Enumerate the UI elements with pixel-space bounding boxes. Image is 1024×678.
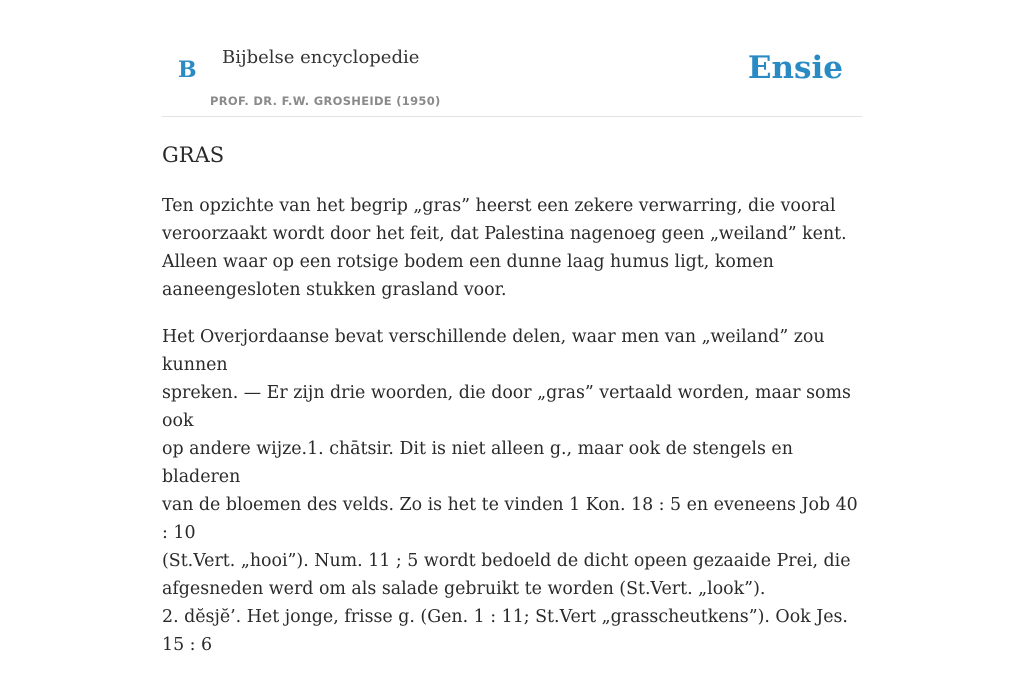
- page: [162, 0, 862, 655]
- article-title: GRAS: [162, 143, 225, 167]
- article-paragraph: Ten opzichte van het begrip „gras” heerst een zekere verwarring, die vooral veroorzaakt wordt door het feit, dat Palestina nagenoeg geen „weiland” kent. Alleen waar op een rotsige bodem een dunne laag humus ligt, komen aaneengesloten stukken grasland voor.: [162, 196, 847, 300]
- brand-logo[interactable]: Ensie: [747, 50, 843, 86]
- book-author: PROF. DR. F.W. GROSHEIDE (1950): [210, 94, 441, 108]
- book-logo[interactable]: B: [178, 57, 197, 83]
- article-paragraph: Het Overjordaanse bevat verschillende delen, waar men van „weiland” zou kunnen spreken. — Er zijn drie woorden, die door „gras” vertaald worden, maar soms ook op andere wijze.1. chātsir. Dit is niet alleen g., maar ook de stengels en bladeren van de bloemen des velds. Zo is het te vinden 1 Kon. 18 : 5 en eveneens Job 40 : 10 (St.Vert. „hooi”). Num. 11 ; 5 wordt bedoeld de dicht opeen gezaaide Prei, die afgesneden werd om als salade gebruikt te worden (St.Vert. „look”). 2. dĕsjĕ’. Het jonge, frisse g. (Gen. 1 : 11; St.Vert „grasscheutkens”). Ook Jes. 15 : 6: [162, 327, 858, 655]
- article-body: [162, 192, 862, 678]
- book-title[interactable]: Bijbelse encyclopedie: [222, 47, 420, 68]
- header: [162, 0, 862, 117]
